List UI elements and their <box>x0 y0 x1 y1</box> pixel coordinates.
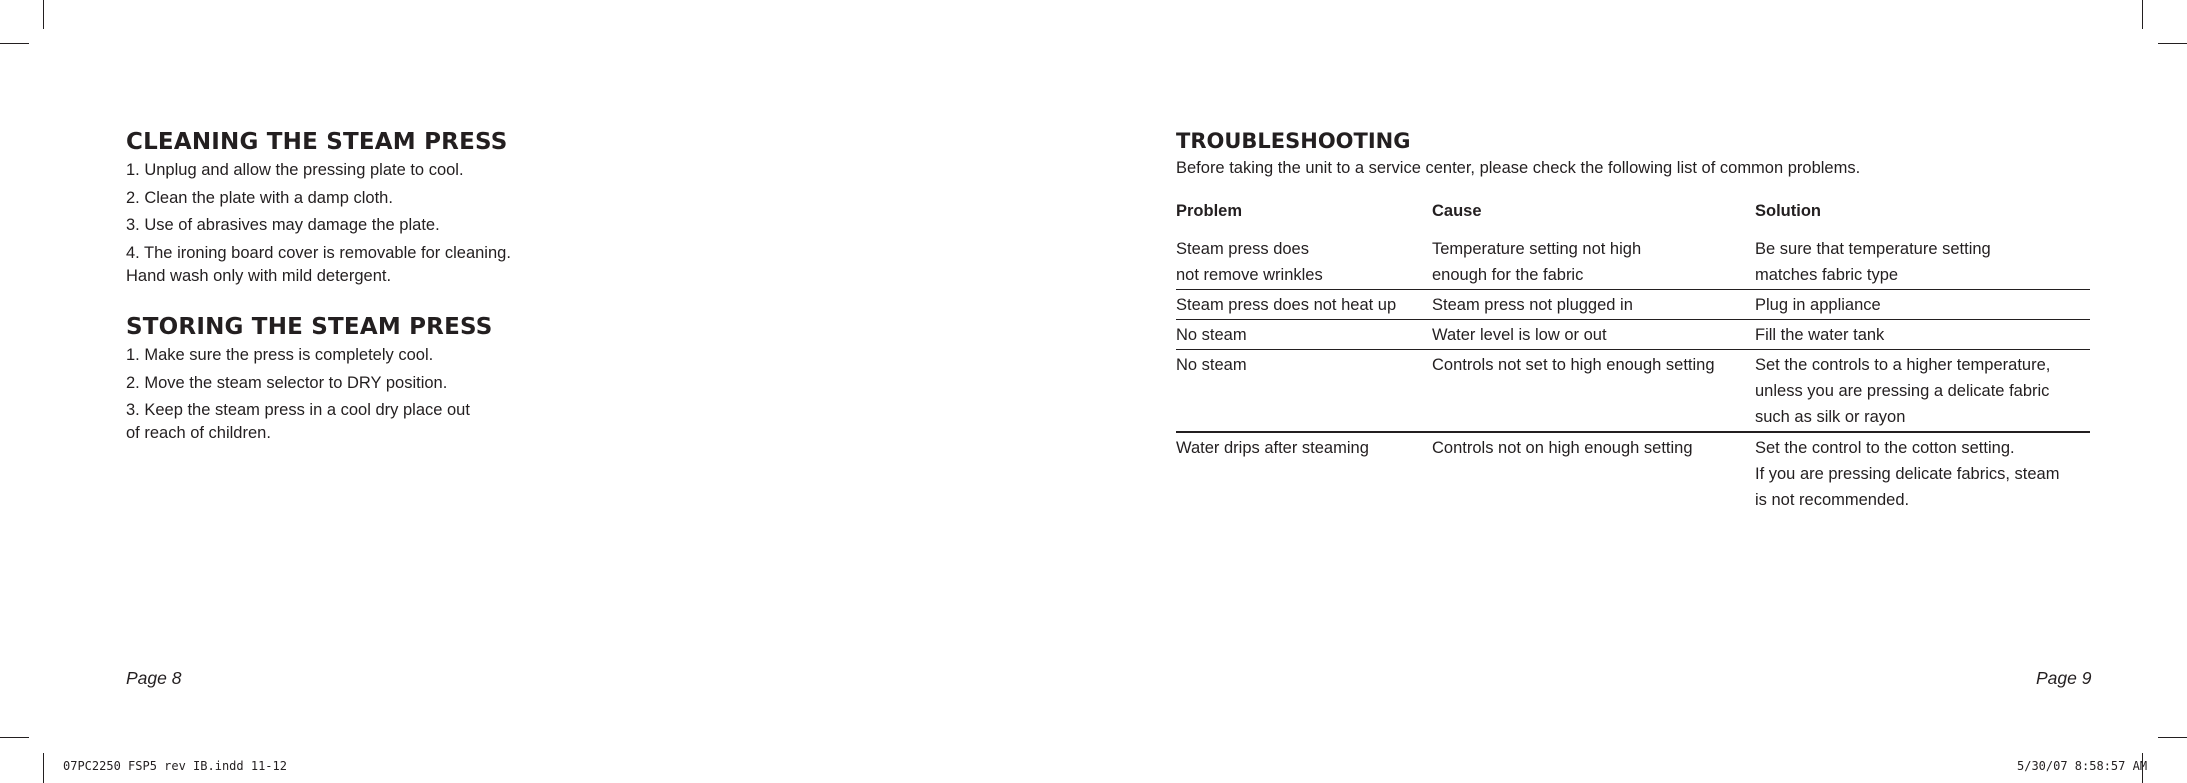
cleaning-step: 1. Unplug and allow the pressing plate to cool. <box>126 161 464 179</box>
table-row <box>1176 320 2090 350</box>
cause-cell: Controls not set to high enough setting <box>1432 350 1755 433</box>
crop-mark <box>2142 0 2143 29</box>
crop-mark <box>43 0 44 29</box>
slug-filename: 07PC2250 FSP5 rev IB.indd 11-12 <box>63 759 287 773</box>
page-number-right: Page 9 <box>2036 668 2092 688</box>
table-row <box>1176 350 2090 433</box>
storing-step: 3. Keep the steam press in a cool dry place out of reach of children. <box>126 401 470 442</box>
cleaning-step: 3. Use of abrasives may damage the plate. <box>126 216 440 234</box>
cleaning-steps <box>126 159 826 288</box>
crop-mark <box>0 43 29 44</box>
cause-cell: Steam press not plugged in <box>1432 290 1755 320</box>
cleaning-step: 2. Clean the plate with a damp cloth. <box>126 188 393 207</box>
header-cause: Cause <box>1432 202 1482 220</box>
table-row <box>1176 432 2090 514</box>
crop-mark <box>0 737 29 738</box>
storing-steps <box>126 344 826 445</box>
cause-cell: Temperature setting not high enough for the fabric <box>1432 234 1755 290</box>
cleaning-step: 4. The ironing board cover is removable for cleaning. Hand wash only with mild detergent. <box>126 243 511 285</box>
table-row <box>1176 234 2090 290</box>
left-page <box>126 128 826 450</box>
cause-cell: Water level is low or out <box>1432 320 1755 350</box>
solution-cell: Set the controls to a higher temperature, unless you are pressing a delicate fabric such as silk or rayon <box>1755 350 2090 433</box>
troubleshooting-intro: Before taking the unit to a service center, please check the following list of common problems. <box>1176 159 1861 177</box>
problem-cell: No steam <box>1176 350 1432 433</box>
storing-step: 2. Move the steam selector to DRY position. <box>126 373 448 392</box>
crop-mark <box>2158 43 2187 44</box>
troubleshooting-table <box>1176 199 2090 514</box>
problem-cell: No steam <box>1176 320 1432 350</box>
crop-mark <box>43 753 44 783</box>
problem-cell: Steam press does not remove wrinkles <box>1176 234 1432 290</box>
problem-cell: Water drips after steaming <box>1176 439 1369 457</box>
header-problem: Problem <box>1176 202 1243 220</box>
page-number-left: Page 8 <box>126 668 182 688</box>
cause-cell: Controls not on high enough setting <box>1432 439 1693 457</box>
cleaning-heading: CLEANING THE STEAM PRESS <box>126 129 508 155</box>
storing-heading: STORING THE STEAM PRESS <box>126 314 493 340</box>
solution-cell: Be sure that temperature setting matches fabric type <box>1755 234 2090 290</box>
right-page <box>1176 127 2090 514</box>
storing-step: 1. Make sure the press is completely cool. <box>126 346 434 364</box>
solution-cell: Fill the water tank <box>1755 320 2090 350</box>
header-solution: Solution <box>1755 202 1821 220</box>
crop-mark <box>2158 737 2187 738</box>
problem-cell: Steam press does not heat up <box>1176 290 1432 320</box>
table-row <box>1176 290 2090 320</box>
solution-cell: Plug in appliance <box>1755 290 2090 320</box>
table-header-row <box>1176 199 2090 234</box>
troubleshooting-title: TROUBLESHOOTING <box>1176 129 1411 153</box>
slug-timestamp: 5/30/07 8:58:57 AM <box>2017 759 2148 773</box>
solution-cell: Set the control to the cotton setting. If you are pressing delicate fabrics, steam is not recommended. <box>1755 439 2060 509</box>
